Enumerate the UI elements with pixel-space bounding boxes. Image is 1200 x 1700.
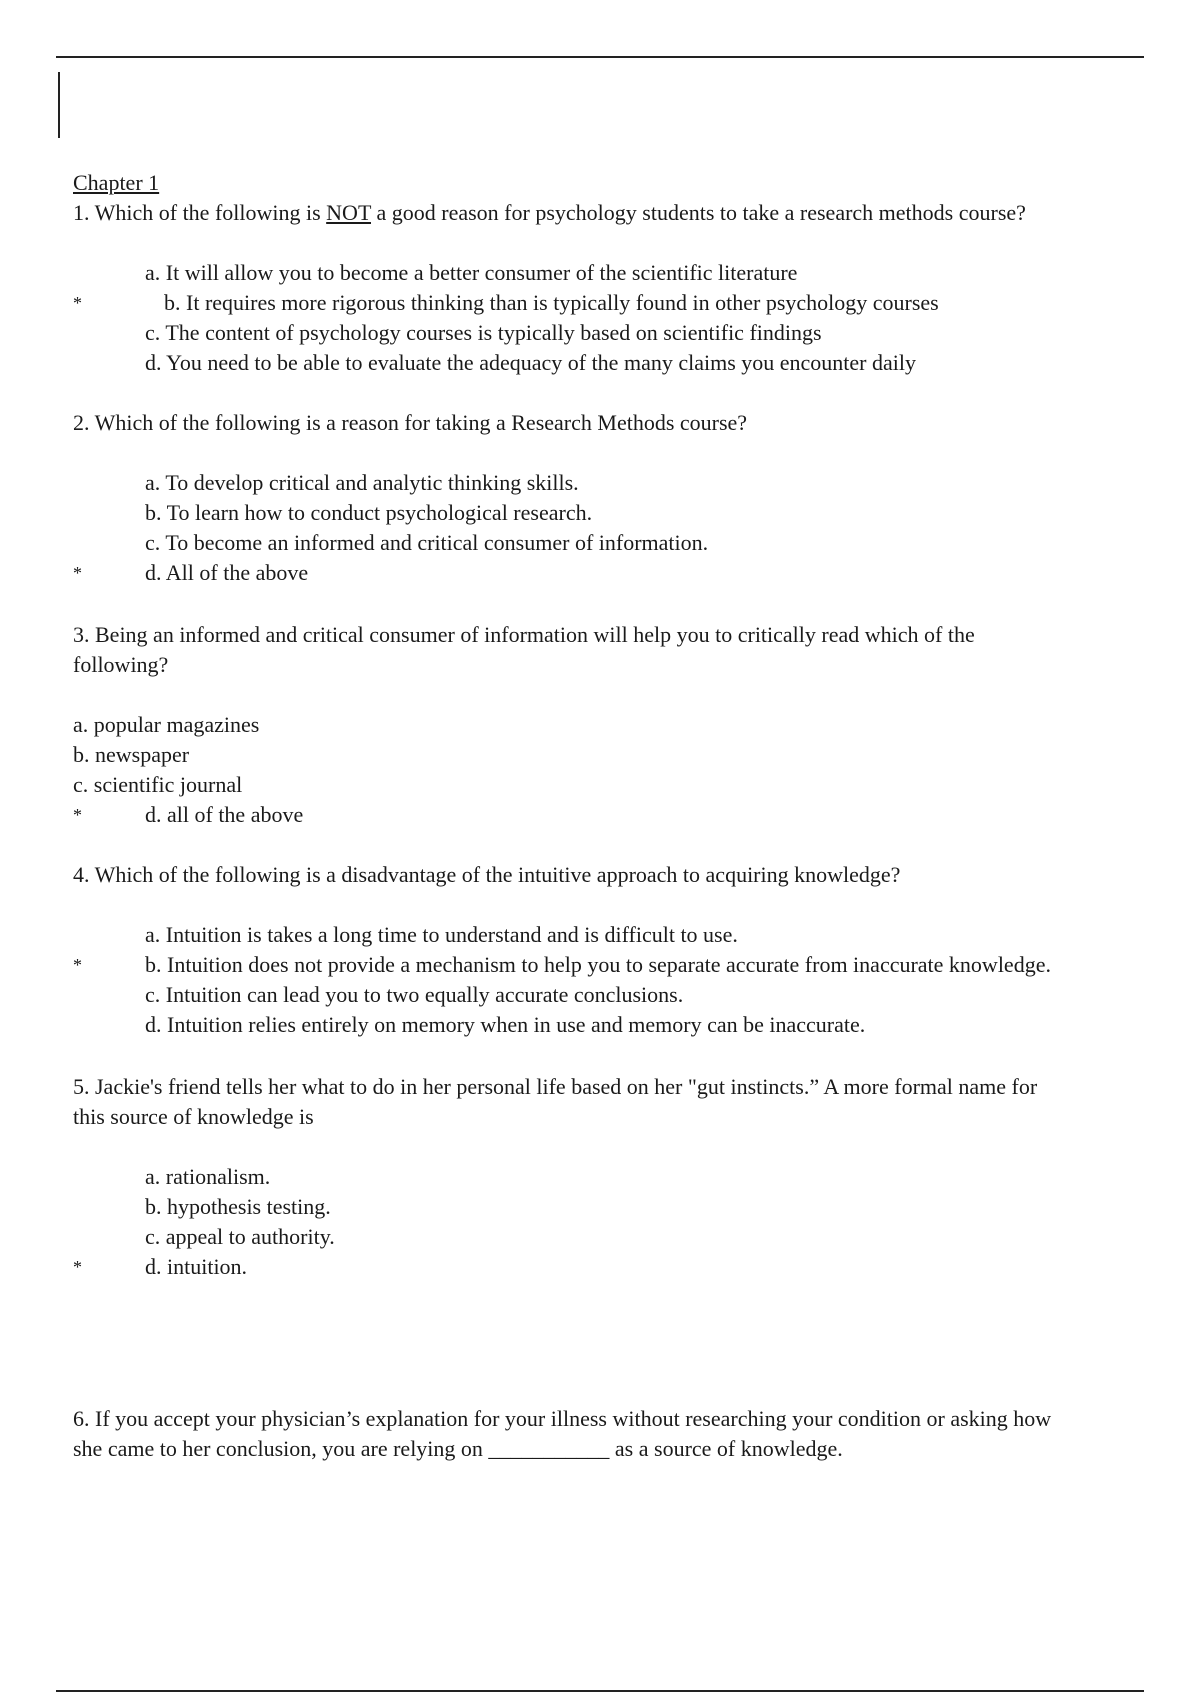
- chapter-heading: Chapter 1: [73, 170, 160, 195]
- question-1-option-a: a. It will allow you to become a better consumer of the scientific literature: [145, 260, 798, 285]
- answer-marker: *: [73, 563, 82, 583]
- question-2-option-a: a. To develop critical and analytic thinking skills.: [145, 470, 579, 495]
- question-4-option-c: c. Intuition can lead you to two equally accurate conclusions.: [145, 982, 684, 1007]
- question-1-option-b: b. It requires more rigorous thinking than is typically found in other psychology courses: [164, 290, 939, 315]
- question-3-line-2: following?: [73, 652, 169, 677]
- question-1-option-d: d. You need to be able to evaluate the adequacy of the many claims you encounter daily: [145, 350, 916, 375]
- answer-marker: *: [73, 1257, 82, 1277]
- question-1: 1. Which of the following is NOT a good reason for psychology students to take a research methods course?: [73, 200, 1026, 225]
- question-5-line-2: this source of knowledge is: [73, 1104, 314, 1129]
- question-1-option-c: c. The content of psychology courses is typically based on scientific findings: [145, 320, 822, 345]
- text-cursor: [58, 72, 60, 138]
- question-4-option-a: a. Intuition is takes a long time to understand and is difficult to use.: [145, 922, 738, 947]
- top-rule: [56, 56, 1144, 58]
- question-2-option-b: b. To learn how to conduct psychological research.: [145, 500, 593, 525]
- question-3-option-a: a. popular magazines: [73, 712, 260, 737]
- question-5-option-b: b. hypothesis testing.: [145, 1194, 331, 1219]
- question-4-option-b: b. Intuition does not provide a mechanism to help you to separate accurate from inaccurate knowledge.: [145, 952, 1051, 977]
- bottom-rule: [56, 1690, 1144, 1692]
- question-6-line-1: 6. If you accept your physician’s explanation for your illness without researching your condition or asking how: [73, 1406, 1052, 1431]
- question-5-option-a: a. rationalism.: [145, 1164, 271, 1189]
- answer-marker: *: [73, 293, 82, 313]
- question-4: 4. Which of the following is a disadvantage of the intuitive approach to acquiring knowledge?: [73, 862, 901, 887]
- question-3-line-1: 3. Being an informed and critical consumer of information will help you to critically read which of the: [73, 622, 975, 647]
- question-5-line-1: 5. Jackie's friend tells her what to do in her personal life based on her "gut instincts.” A more formal name for: [73, 1074, 1038, 1099]
- answer-marker: *: [73, 955, 82, 975]
- question-3-option-d: d. all of the above: [145, 802, 304, 827]
- question-3-option-c: c. scientific journal: [73, 772, 243, 797]
- question-2: 2. Which of the following is a reason for taking a Research Methods course?: [73, 410, 748, 435]
- question-5-option-c: c. appeal to authority.: [145, 1224, 335, 1249]
- question-4-option-d: d. Intuition relies entirely on memory when in use and memory can be inaccurate.: [145, 1012, 866, 1037]
- question-6-line-2: she came to her conclusion, you are relying on ___________ as a source of knowledge.: [73, 1436, 843, 1461]
- question-2-option-c: c. To become an informed and critical consumer of information.: [145, 530, 709, 555]
- answer-marker: *: [73, 805, 82, 825]
- question-5-option-d: d. intuition.: [145, 1254, 248, 1279]
- question-2-option-d: d. All of the above: [145, 560, 309, 585]
- question-3-option-b: b. newspaper: [73, 742, 190, 767]
